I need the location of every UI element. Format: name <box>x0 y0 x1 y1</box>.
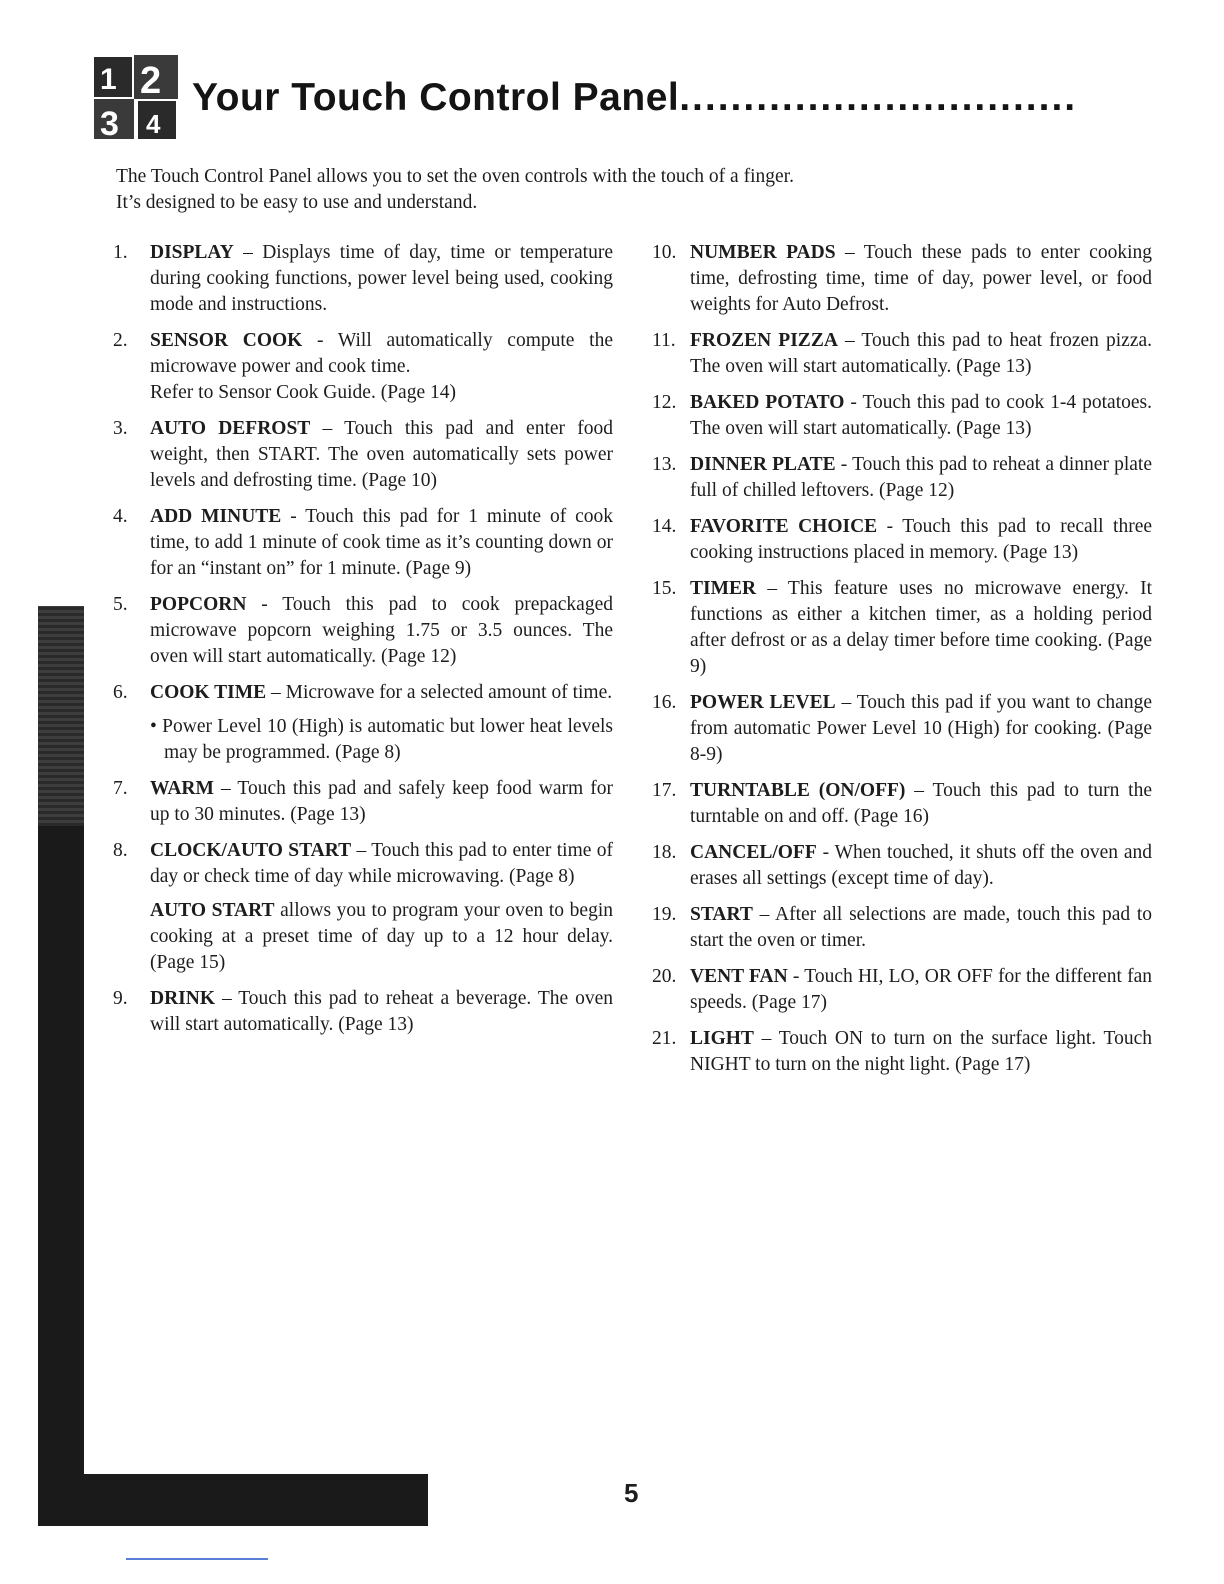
item-label: ADD MINUTE <box>150 506 282 527</box>
item-text: – Touch this pad and enter food weight, then START. The oven automatically sets power levels and defrosting time. (Page 10) <box>150 418 613 491</box>
item-text: – Touch this pad and safely keep food warm for up to 30 minutes. (Page 13) <box>150 778 613 825</box>
item-number: 12. <box>652 392 677 413</box>
item-number: 13. <box>652 454 677 475</box>
item-text: – Displays time of day, time or temperature during cooking functions, power level being used, cooking mode and instructions. <box>150 242 613 315</box>
item-label: BAKED POTATO <box>690 392 845 413</box>
item-label: VENT FAN <box>690 966 788 987</box>
list-item <box>652 690 1152 768</box>
item-label: AUTO DEFROST <box>150 418 311 439</box>
item-text: - Touch this pad to reheat a dinner plate full of chilled leftovers. (Page 12) <box>690 454 1152 501</box>
item-number: 3. <box>113 418 128 439</box>
item-number: 17. <box>652 780 677 801</box>
item-label: FAVORITE CHOICE <box>690 516 878 537</box>
item-label: WARM <box>150 778 214 799</box>
list-item <box>113 504 613 582</box>
item-number: 21. <box>652 1028 677 1049</box>
item-bullet: • Power Level 10 (High) is automatic but lower heat levels may be programmed. (Page 8) <box>150 716 613 763</box>
item-label: DRINK <box>150 988 216 1009</box>
intro-paragraph <box>116 164 916 216</box>
intro-line-1: The Touch Control Panel allows you to set the oven controls with the touch of a finger. <box>116 166 794 187</box>
item-number: 19. <box>652 904 677 925</box>
list-item <box>113 592 613 670</box>
item-text: – Touch this pad to reheat a beverage. The oven will start automatically. (Page 13) <box>150 988 613 1035</box>
item-label: TIMER <box>690 578 757 599</box>
item-number: 7. <box>113 778 128 799</box>
item-label: DINNER PLATE <box>690 454 836 475</box>
item-text: - When touched, it shuts off the oven and erases all settings (except time of day). <box>690 842 1152 889</box>
item-text: - Will automatically compute the microwave power and cook time. <box>150 330 613 377</box>
footer-rule <box>126 1558 268 1560</box>
item-label: FROZEN PIZZA <box>690 330 838 351</box>
item-number: 18. <box>652 842 677 863</box>
list-item <box>652 390 1152 442</box>
item-number: 6. <box>113 682 128 703</box>
item-label: LIGHT <box>690 1028 754 1049</box>
bottom-bleed-bar <box>38 1474 428 1526</box>
page-number: 5 <box>624 1478 639 1508</box>
item-label: START <box>690 904 753 925</box>
item-text: - Touch HI, LO, OR OFF for the different fan speeds. (Page 17) <box>690 966 1152 1013</box>
left-column <box>113 240 613 1048</box>
item-label: POWER LEVEL <box>690 692 836 713</box>
numbered-keypad-icon <box>92 55 180 141</box>
item-extra-text: Refer to Sensor Cook Guide. (Page 14) <box>150 382 456 403</box>
item-number: 16. <box>652 692 677 713</box>
svg-text:3: 3 <box>100 105 119 141</box>
right-column <box>652 240 1152 1088</box>
list-item <box>113 240 613 318</box>
list-item <box>113 986 613 1038</box>
item-number: 4. <box>113 506 128 527</box>
item-text: - Touch this pad to cook 1-4 potatoes. The oven will start automatically. (Page 13) <box>690 392 1152 439</box>
list-item <box>113 416 613 494</box>
list-item <box>113 328 613 406</box>
item-sub-label: AUTO START <box>150 900 275 921</box>
list-item <box>652 964 1152 1016</box>
item-text: - Touch this pad to recall three cooking instructions placed in memory. (Page 13) <box>690 516 1153 563</box>
item-text: – Touch this pad to turn the turntable on and off. (Page 16) <box>690 780 1152 827</box>
item-text: – After all selections are made, touch this pad to start the oven or timer. <box>690 904 1152 951</box>
item-label: NUMBER PADS <box>690 242 836 263</box>
item-label: COOK TIME <box>150 682 267 703</box>
item-number: 9. <box>113 988 128 1009</box>
item-number: 15. <box>652 578 677 599</box>
list-item <box>113 776 613 828</box>
item-text: – Touch ON to turn on the surface light. Touch NIGHT to turn on the night light. (Page 17) <box>690 1028 1152 1075</box>
item-label: TURNTABLE (ON/OFF) <box>690 780 906 801</box>
item-text: – Touch these pads to enter cooking time, defrosting time, time of day, power level, or food weights for Auto Defrost. <box>690 242 1153 315</box>
item-label: CANCEL/OFF <box>690 842 817 863</box>
title-leader-dots: ............................... <box>679 76 1078 119</box>
item-text: – Touch this pad to enter time of day or check time of day while microwaving. (Page 8) <box>150 840 613 887</box>
item-text: – This feature uses no microwave energy. It functions as either a kitchen timer, as a holding period after defrost or as a delay timer before time cooking. (Page 9) <box>690 578 1152 677</box>
item-label: DISPLAY <box>150 242 234 263</box>
item-number: 20. <box>652 966 677 987</box>
item-text: – Touch this pad to heat frozen pizza. The oven will start automatically. (Page 13) <box>690 330 1152 377</box>
list-item <box>652 328 1152 380</box>
svg-text:1: 1 <box>100 63 117 96</box>
svg-text:2: 2 <box>140 60 162 102</box>
item-text: – Microwave for a selected amount of time. <box>266 682 613 703</box>
item-number: 8. <box>113 840 128 861</box>
item-text: - Touch this pad for 1 minute of cook time, to add 1 minute of cook time as it’s counting down or for an “instant on” for 1 minute. (Page 9) <box>150 506 613 579</box>
list-item <box>652 1026 1152 1078</box>
list-item <box>652 902 1152 954</box>
item-text: - Touch this pad to cook prepackaged microwave popcorn weighing 1.75 or 3.5 ounces. The oven will start automatically. (Page 12) <box>150 594 613 667</box>
item-label: CLOCK/AUTO START <box>150 840 352 861</box>
item-label: SENSOR COOK <box>150 330 303 351</box>
list-item <box>652 452 1152 504</box>
page-title <box>192 72 1182 124</box>
list-item <box>652 778 1152 830</box>
item-number: 2. <box>113 330 128 351</box>
list-item <box>113 838 613 976</box>
list-item <box>652 576 1152 680</box>
list-item <box>652 840 1152 892</box>
item-label: POPCORN <box>150 594 247 615</box>
svg-text:4: 4 <box>146 109 161 139</box>
list-item <box>113 680 613 766</box>
list-item <box>652 514 1152 566</box>
item-number: 10. <box>652 242 677 263</box>
title-text: Your Touch Control Panel <box>192 76 680 119</box>
item-number: 11. <box>652 330 676 351</box>
item-number: 1. <box>113 242 128 263</box>
item-number: 5. <box>113 594 128 615</box>
intro-line-2: It’s designed to be easy to use and understand. <box>116 192 478 213</box>
item-sub-text: allows you to program your oven to begin cooking at a preset time of day up to a 12 hour delay. (Page 15) <box>150 900 613 973</box>
list-item <box>652 240 1152 318</box>
item-text: – Touch this pad if you want to change from automatic Power Level 10 (High) for cooking. (Page 8-9) <box>690 692 1152 765</box>
item-number: 14. <box>652 516 677 537</box>
margin-bleed-bar <box>38 606 84 1526</box>
